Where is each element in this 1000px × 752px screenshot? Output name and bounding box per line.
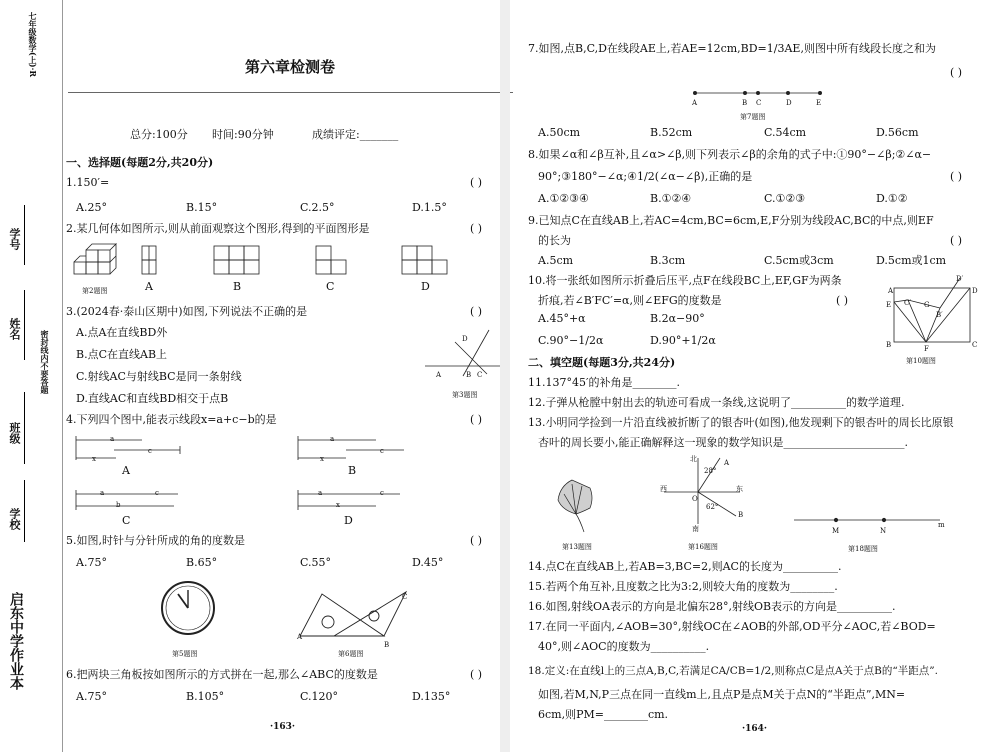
q13-stem-2: 杏叶的周长要小,能正确解释这一现象的数学知识是______________________. (538, 436, 908, 449)
q4-label-a: A (122, 464, 130, 477)
q10-answer-blank[interactable]: ( ) (836, 294, 849, 307)
q4-d-label-x: x (336, 501, 340, 509)
q16-caption: 第16题图 (688, 543, 718, 551)
name-line (24, 290, 25, 360)
q3-stem: 3.(2024春·泰山区期中)如图,下列说法不正确的是 (66, 305, 308, 318)
total-score: 总分:100分 (130, 128, 188, 141)
q7-point-b: B (742, 99, 748, 107)
q8-option-b: B.①②④ (650, 192, 692, 205)
q3-label-a: A (436, 371, 442, 379)
q4-segment-diagram-c (74, 486, 184, 514)
q4-b-label-a: a (330, 435, 335, 443)
q6-option-b: B.105° (186, 690, 225, 703)
q7-option-d: D.56cm (876, 126, 919, 139)
q4-answer-blank[interactable]: ( ) (470, 413, 483, 426)
q2-view-d (400, 244, 450, 276)
q11-stem: 11.137°45′的补角是________. (528, 376, 680, 389)
q8-option-c: C.①②③ (764, 192, 806, 205)
q4-d-label-a: a (318, 489, 323, 497)
q9-option-b: B.3cm (650, 254, 686, 267)
seal-notice: 密封线内不要答题 (40, 330, 50, 394)
grade-eval: 成绩评定:_______ (312, 128, 399, 141)
q16-north: 北 (690, 455, 697, 463)
q10-option-d: D.90°+1/2α (650, 334, 716, 347)
q1-option-b: B.15° (186, 201, 218, 214)
q10-label-f: F (924, 345, 929, 353)
q7-option-b: B.52cm (650, 126, 693, 139)
q8-stem-2: 90°;③180°−∠α;④1/2(∠α−∠β),正确的是 (538, 170, 753, 183)
q10-label-c: C (972, 341, 978, 349)
q13-stem-1: 13.小明同学捡到一片沿直线被折断了的银杏叶(如图),他发现剩下的银杏叶的周长比原银 (528, 416, 954, 429)
q2-stem: 2.某几何体如图所示,则从前面观察这个图形,得到的平面图形是 (66, 222, 370, 235)
brand-label: 启东中学作业本 (8, 592, 24, 690)
q1-option-a: A.25° (76, 201, 107, 214)
q16-angle-28: 28° (704, 467, 717, 475)
q3-label-d: D (462, 335, 468, 343)
q16-east: 东 (736, 485, 743, 493)
q7-point-a: A (692, 99, 698, 107)
q10-option-b: B.2α−90° (650, 312, 705, 325)
q2-label-c: C (326, 280, 335, 293)
q4-label-d: D (344, 514, 353, 527)
q4-segment-diagram-b (296, 432, 406, 460)
q18-stem-1: 18.定义:在直线l上的三点A,B,C,若满足CA/CB=1/2,则称点C是点A关于点B的“半距点”. (528, 665, 938, 677)
q7-caption: 第7题图 (740, 113, 766, 121)
q2-label-b: B (233, 280, 242, 293)
q9-answer-blank[interactable]: ( ) (950, 234, 963, 247)
q3-option-b: B.点C在直线AB上 (76, 348, 168, 361)
q1-option-c: C.2.5° (300, 201, 335, 214)
q2-view-c (314, 244, 350, 276)
q16-west: 西 (660, 485, 667, 493)
q17-stem-2: 40°,则∠AOC的度数为__________. (538, 640, 710, 653)
q5-stem: 5.如图,时针与分针所成的角的度数是 (66, 534, 245, 547)
q3-caption: 第3题图 (452, 391, 478, 399)
q3-option-c: C.射线AC与射线BC是同一条射线 (76, 370, 242, 383)
q1-answer-blank[interactable]: ( ) (470, 176, 483, 189)
section-2-heading: 二、填空题(每题3分,共24分) (528, 356, 676, 369)
page-title: 第六章检测卷 (245, 58, 336, 76)
q10-label-b-prime: B′ (936, 311, 943, 319)
q5-option-d: D.45° (412, 556, 444, 569)
q10-caption: 第10题图 (906, 357, 936, 365)
q5-option-a: A.75° (76, 556, 107, 569)
q4-d-label-c: c (380, 489, 384, 497)
section-1-heading: 一、选择题(每题2分,共20分) (66, 156, 214, 169)
q2-label-d: D (421, 280, 430, 293)
q1-option-d: D.1.5° (412, 201, 447, 214)
q6-option-c: C.120° (300, 690, 339, 703)
school-line (24, 480, 25, 542)
q5-option-c: C.55° (300, 556, 332, 569)
q3-option-d: D.直线AC和直线BD相交于点B (76, 392, 229, 405)
q18-line-figure (792, 514, 942, 526)
q2-solid-figure (72, 240, 124, 278)
q10-stem-2: 折痕,若∠B′FC′=α,则∠EFG的度数是 (538, 294, 722, 307)
q4-a-label-c: c (148, 447, 152, 455)
q7-answer-blank[interactable]: ( ) (950, 66, 963, 79)
right-page-number: ·164· (742, 724, 768, 734)
q12-stem: 12.子弹从枪膛中射出去的轨迹可看成一条线,这说明了__________的数学道理. (528, 396, 905, 409)
q18-point-m: M (832, 527, 840, 535)
q16-angle-62: 62° (706, 503, 719, 511)
q3-option-a: A.点A在直线BD外 (76, 326, 168, 339)
q2-view-a (140, 244, 160, 276)
q7-point-c: C (756, 99, 762, 107)
q4-label-c: C (122, 514, 131, 527)
q6-label-a: A (297, 633, 303, 641)
name-label: 姓名 (8, 318, 21, 340)
q2-label-a: A (145, 280, 153, 293)
q16-point-b: B (738, 511, 744, 519)
q10-label-e: E (886, 301, 892, 309)
q1-stem: 1.150′= (66, 176, 110, 189)
q10-label-a: A (888, 287, 894, 295)
q6-label-c: C (402, 593, 408, 601)
student-number-label: 学号 (8, 228, 21, 250)
q4-segment-diagram-d (296, 486, 406, 514)
ginkgo-leaf-figure (550, 474, 600, 536)
q16-compass-figure (658, 454, 748, 534)
q16-point-a: A (724, 459, 730, 467)
q17-stem-1: 17.在同一平面内,∠AOB=30°,射线OC在∠AOB的外部,OD平分∠AOC,若∠BOD= (528, 620, 936, 633)
q18-stem-3: 6cm,则PM=________cm. (538, 708, 669, 721)
q7-stem: 7.如图,点B,C,D在线段AE上,若AE=12cm,BD=1/3AE,则图中所有线段长度之和为 (528, 42, 936, 55)
q5-option-b: B.65° (186, 556, 218, 569)
q7-point-e: E (816, 99, 822, 107)
q10-option-a: A.45°+α (538, 312, 586, 325)
q13-caption: 第13题图 (562, 543, 592, 551)
q18-stem-2: 如图,若M,N,P三点在同一直线m上,且点P是点M关于点N的“半距点”,MN= (538, 688, 906, 701)
school-label: 学校 (8, 508, 21, 530)
q4-b-label-x: x (320, 455, 324, 463)
q18-point-n: N (880, 527, 887, 535)
q6-answer-blank[interactable]: ( ) (470, 668, 483, 681)
q9-option-d: D.5cm或1cm (876, 254, 947, 267)
q3-answer-blank[interactable]: ( ) (470, 305, 483, 318)
q10-label-d-prime: D′ (956, 275, 964, 283)
q2-answer-blank[interactable]: ( ) (470, 222, 483, 235)
q6-triangles-figure (294, 588, 414, 640)
q9-stem-2: 的长为 (538, 234, 571, 247)
q7-option-a: A.50cm (538, 126, 581, 139)
q8-option-a: A.①②③④ (538, 192, 589, 205)
q15-stem: 15.若两个角互补,且度数之比为3:2,则较大角的度数为________. (528, 580, 838, 593)
q10-option-c: C.90°−1/2α (538, 334, 604, 347)
q4-stem: 4.下列四个图中,能表示线段x=a+c−b的是 (66, 413, 277, 426)
q4-segment-diagram-a (74, 432, 184, 460)
q14-stem: 14.点C在直线AB上,若AB=3,BC=2,则AC的长度为__________. (528, 560, 842, 573)
q5-clock-figure (160, 580, 216, 636)
q10-stem-1: 10.将一张纸如图所示折叠后压平,点F在线段BC上,EF,GF为两条 (528, 274, 842, 287)
q8-option-d: D.①② (876, 192, 908, 205)
q16-stem: 16.如图,射线OA表示的方向是北偏东28°,射线OB表示的方向是__________. (528, 600, 896, 613)
q4-a-label-x: x (92, 455, 96, 463)
q10-label-b: B (886, 341, 892, 349)
q3-label-c: C (477, 371, 483, 379)
q10-label-g: G (924, 301, 930, 309)
q6-stem: 6.把两块三角板按如图所示的方式拼在一起,那么∠ABC的度数是 (66, 668, 378, 681)
q4-a-label-a: a (110, 435, 115, 443)
q6-caption: 第6题图 (338, 650, 364, 658)
number-line (24, 205, 25, 265)
q3-label-b: B (466, 371, 472, 379)
q4-c-label-b: b (116, 501, 121, 509)
q8-answer-blank[interactable]: ( ) (950, 170, 963, 183)
title-rule (68, 92, 513, 93)
q18-caption: 第18题图 (848, 545, 878, 553)
q9-stem-1: 9.已知点C在直线AB上,若AC=4cm,BC=6cm,E,F分别为线段AC,BC的中点,则EF (528, 214, 934, 227)
gutter (500, 0, 510, 752)
q7-point-d: D (786, 99, 792, 107)
q6-label-b: B (384, 641, 390, 649)
q5-answer-blank[interactable]: ( ) (470, 534, 483, 547)
q8-stem-1: 8.如果∠α和∠β互补,且∠α>∠β,则下列表示∠β的余角的式子中:①90°−∠β;②∠α− (528, 148, 932, 161)
class-line (24, 392, 25, 464)
class-label: 班级 (8, 422, 21, 444)
right-page (510, 0, 1000, 752)
q2-caption: 第2题图 (82, 287, 108, 295)
book-label: 七年级数学(上)·R (28, 12, 38, 78)
q4-b-label-c: c (380, 447, 384, 455)
q7-option-c: C.54cm (764, 126, 807, 139)
binding-margin (0, 0, 63, 752)
left-page-number: ·163· (270, 722, 296, 732)
q16-point-o: O (692, 495, 698, 503)
q6-option-d: D.135° (412, 690, 451, 703)
q2-view-b (212, 244, 262, 276)
q6-option-a: A.75° (76, 690, 107, 703)
q10-label-c-prime: C′ (904, 299, 911, 307)
time-limit: 时间:90分钟 (212, 128, 274, 141)
q4-c-label-c: c (155, 489, 159, 497)
q16-south: 南 (692, 525, 699, 533)
q5-caption: 第5题图 (172, 650, 198, 658)
q4-label-b: B (348, 464, 357, 477)
q10-label-d: D (972, 287, 978, 295)
q18-line-m: m (938, 521, 945, 529)
q9-option-a: A.5cm (538, 254, 574, 267)
q4-c-label-a: a (100, 489, 105, 497)
q9-option-c: C.5cm或3cm (764, 254, 834, 267)
